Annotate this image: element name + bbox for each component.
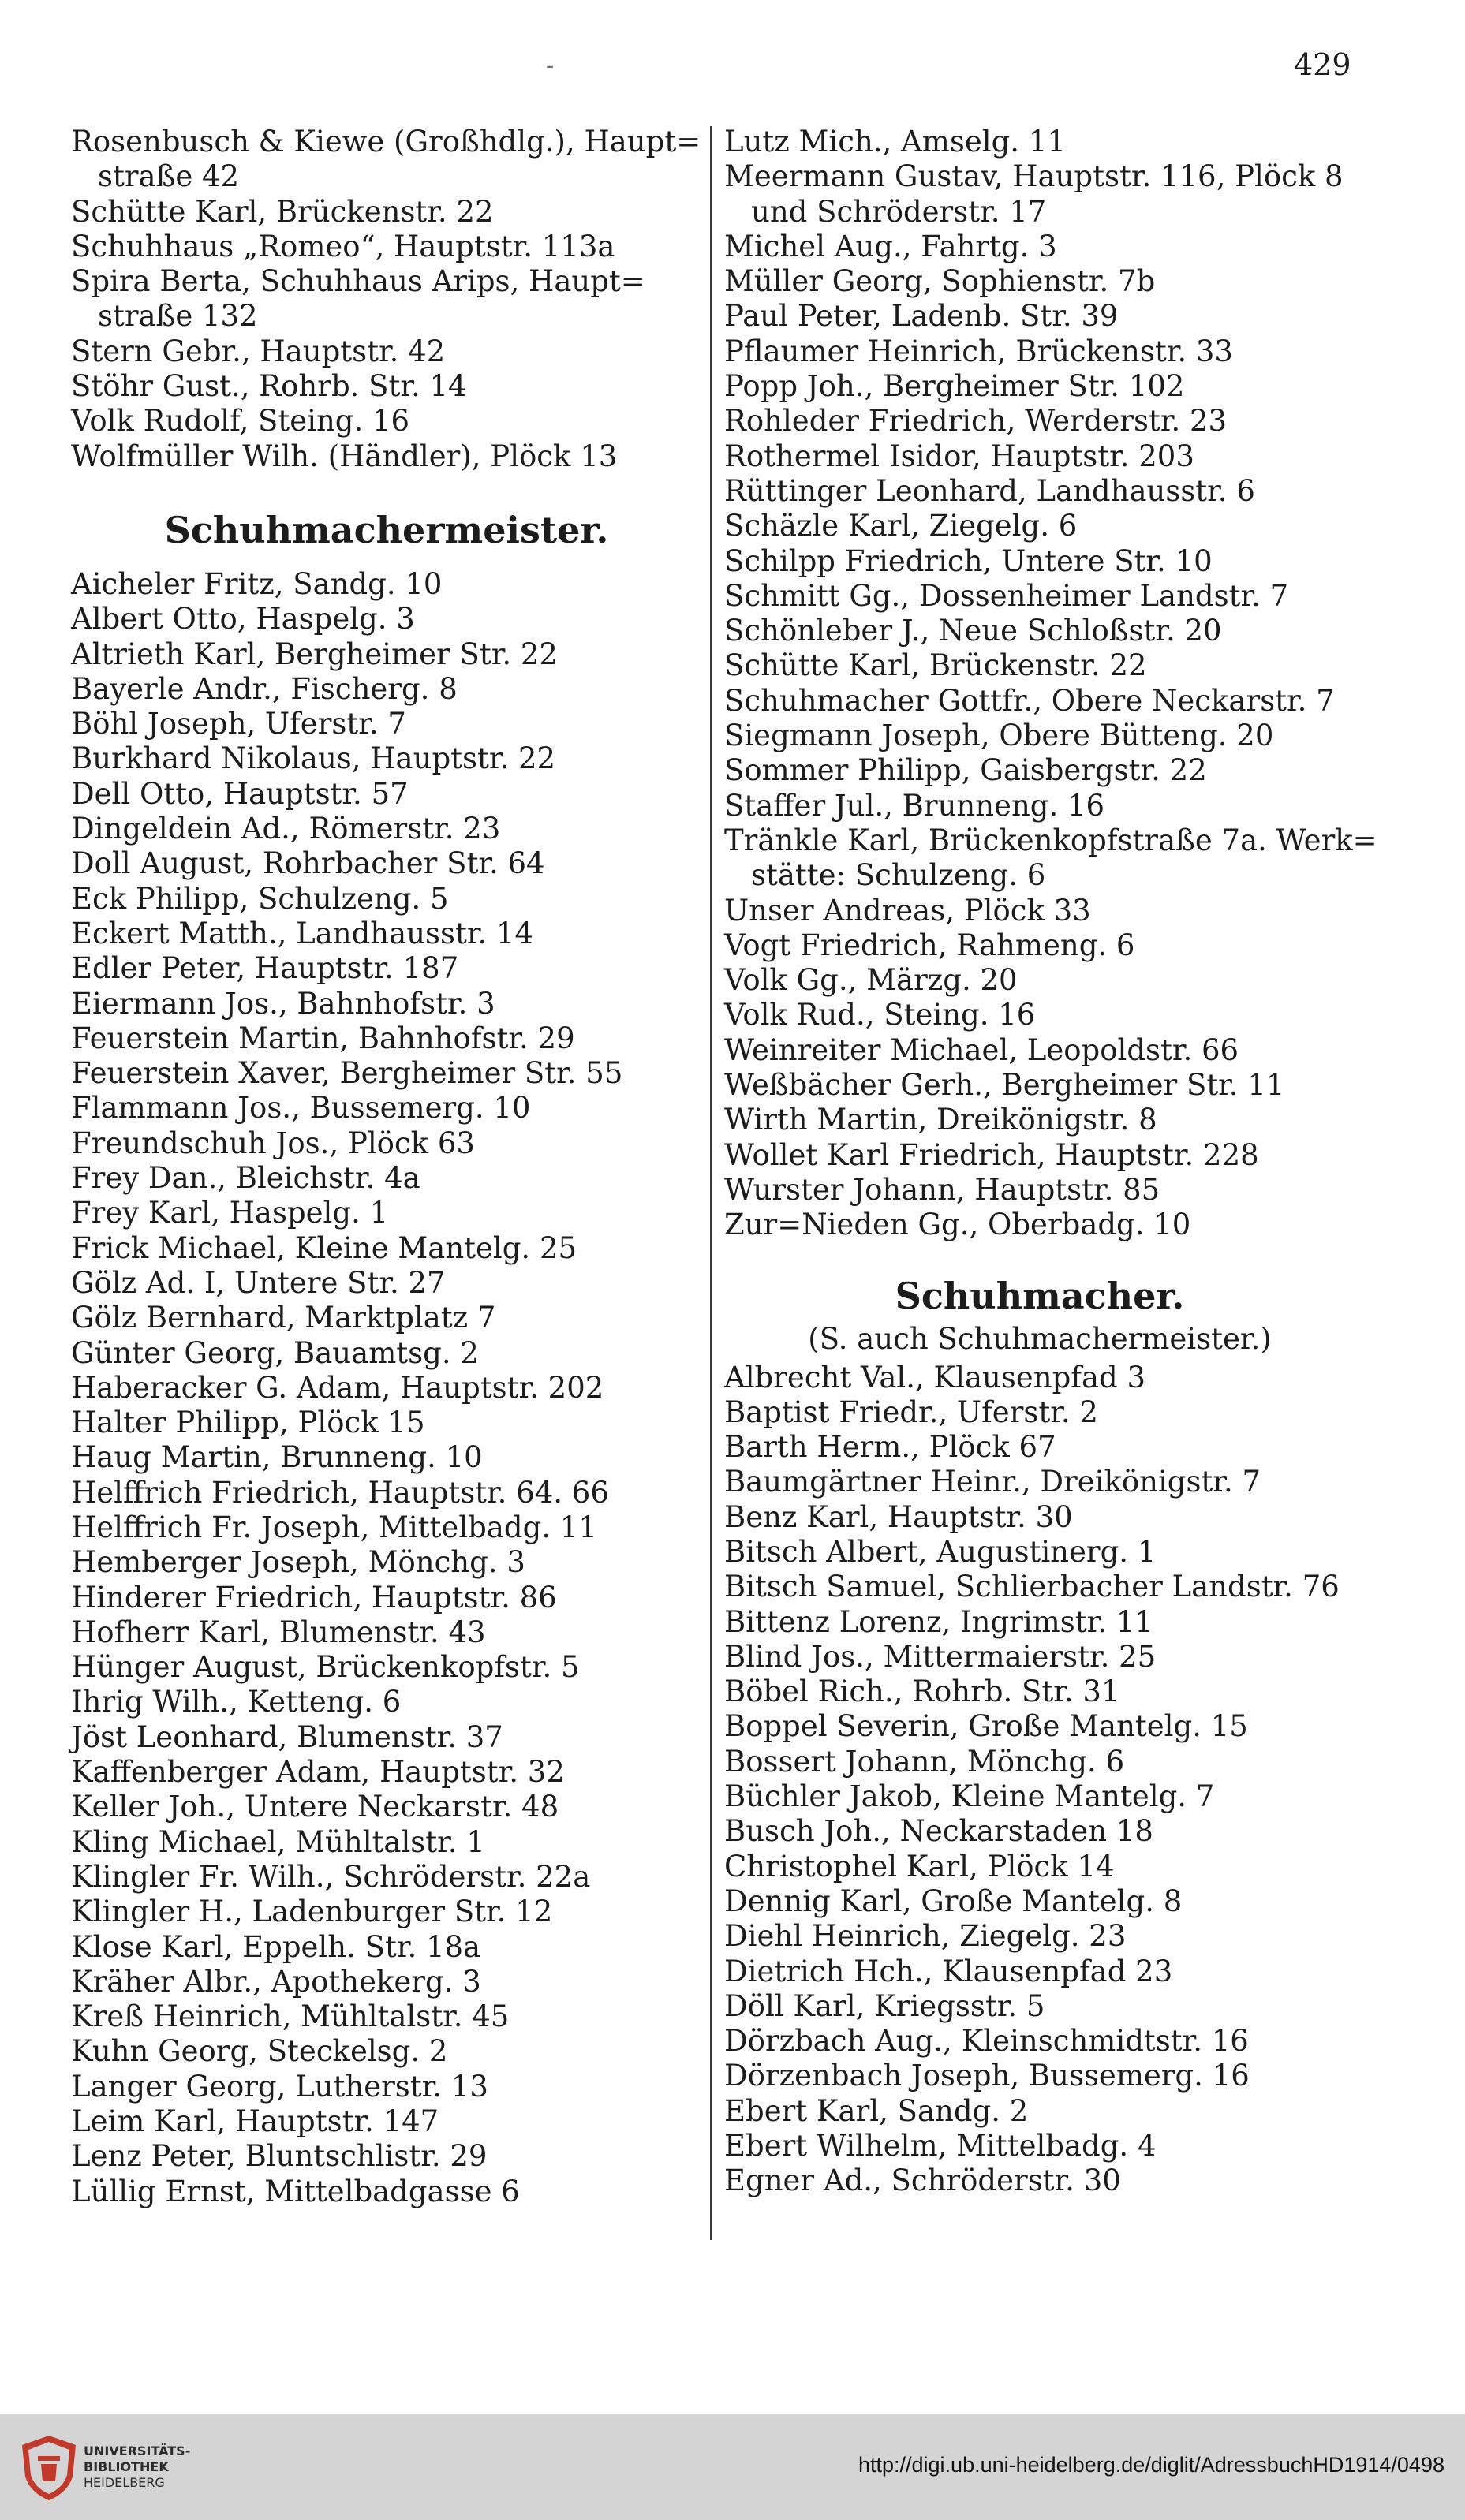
digitization-footer — [0, 2414, 1465, 2520]
list-item: und Schröderstr. 17 — [751, 194, 1047, 229]
list-item: Siegmann Joseph, Obere Bütteng. 20 — [724, 719, 1274, 753]
list-item: Hünger August, Brückenkopfstr. 5 — [71, 1650, 580, 1685]
list-item: Volk Gg., Märzg. 20 — [724, 963, 1018, 998]
list-item: Rüttinger Leonhard, Landhausstr. 6 — [724, 473, 1255, 508]
list-item: Altrieth Karl, Bergheimer Str. 22 — [71, 637, 558, 671]
section-subheading: (S. auch Schuhmachermeister.) — [808, 1321, 1272, 1356]
top-mark: - — [546, 52, 555, 80]
list-item: Schäzle Karl, Ziegelg. 6 — [724, 509, 1078, 543]
list-item: Dell Otto, Hauptstr. 57 — [71, 776, 409, 811]
list-item: Paul Peter, Ladenb. Str. 39 — [724, 299, 1119, 334]
left-column — [71, 125, 702, 2209]
list-item: Bittenz Lorenz, Ingrimstr. 11 — [724, 1604, 1153, 1639]
list-item: Lüllig Ernst, Mittelbadgasse 6 — [71, 2174, 520, 2208]
list-item: Böbel Rich., Rohrb. Str. 31 — [724, 1674, 1120, 1709]
list-item: Freundschuh Jos., Plöck 63 — [71, 1126, 475, 1160]
library-name: UNIVERSITÄTS- BIBLIOTHEK HEIDELBERG — [84, 2443, 191, 2490]
list-item: Albrecht Val., Klausenpfad 3 — [724, 1360, 1146, 1394]
list-item: Eiermann Jos., Bahnhofstr. 3 — [71, 986, 495, 1021]
list-item: Lenz Peter, Bluntschlistr. 29 — [71, 2139, 488, 2174]
list-item: Schönleber J., Neue Schloßstr. 20 — [724, 614, 1222, 648]
list-item: Klingler Fr. Wilh., Schröderstr. 22a — [71, 1859, 591, 1894]
list-item: Gölz Ad. I, Untere Str. 27 — [71, 1265, 446, 1300]
list-item: Wolfmüller Wilh. (Händler), Plöck 13 — [71, 439, 618, 473]
list-item: Kling Michael, Mühltalstr. 1 — [71, 1824, 485, 1859]
list-item: Weinreiter Michael, Leopoldstr. 66 — [724, 1032, 1239, 1067]
list-item: Kreß Heinrich, Mühltalstr. 45 — [71, 1999, 510, 2034]
source-url[interactable]: http://digi.ub.uni-heidelberg.de/diglit/AdressbuchHD1914/0498 — [858, 2453, 1444, 2477]
list-item: Doll August, Rohrbacher Str. 64 — [71, 846, 545, 881]
list-item: Diehl Heinrich, Ziegelg. 23 — [724, 1919, 1127, 1954]
list-item: Popp Joh., Bergheimer Str. 102 — [724, 369, 1185, 404]
list-item: Dennig Karl, Große Mantelg. 8 — [724, 1883, 1183, 1918]
list-item: Burkhard Nikolaus, Hauptstr. 22 — [71, 741, 556, 776]
list-item: Schuhhaus „Romeo“, Hauptstr. 113a — [71, 229, 615, 263]
list-item: Frey Karl, Haspelg. 1 — [71, 1196, 389, 1230]
column-divider — [710, 126, 712, 2240]
list-item: Unser Andreas, Plöck 33 — [724, 893, 1091, 928]
list-item: Rohleder Friedrich, Werderstr. 23 — [724, 404, 1228, 439]
list-item: Busch Joh., Neckarstaden 18 — [724, 1814, 1153, 1849]
list-item: Boppel Severin, Große Mantelg. 15 — [724, 1709, 1248, 1744]
list-item: Kuhn Georg, Steckelsg. 2 — [71, 2034, 448, 2069]
list-item: Eckert Matth., Landhausstr. 14 — [71, 916, 534, 950]
section-heading-schuhmacher: Schuhmacher. — [895, 1274, 1185, 1317]
list-item: Pflaumer Heinrich, Brückenstr. 33 — [724, 334, 1233, 368]
list-item: Baptist Friedr., Uferstr. 2 — [724, 1394, 1098, 1429]
list-item: Günter Georg, Bauamtsg. 2 — [71, 1335, 479, 1370]
list-item: Spira Berta, Schuhhaus Arips, Haupt= — [71, 264, 645, 299]
list-item: Frey Dan., Bleichstr. 4a — [71, 1161, 420, 1196]
list-item: Bayerle Andr., Fischerg. 8 — [71, 671, 458, 706]
list-item: Kräher Albr., Apothekerg. 3 — [71, 1964, 481, 1999]
list-item: Volk Rud., Steing. 16 — [724, 998, 1036, 1032]
list-item: Hemberger Joseph, Mönchg. 3 — [71, 1545, 525, 1580]
list-item: Bitsch Albert, Augustinerg. 1 — [724, 1534, 1157, 1569]
list-item: Schütte Karl, Brückenstr. 22 — [724, 648, 1147, 683]
list-item: Weßbächer Gerh., Bergheimer Str. 11 — [724, 1068, 1285, 1103]
list-item: Dörzbach Aug., Kleinschmidtstr. 16 — [724, 2024, 1249, 2059]
list-item: Frick Michael, Kleine Mantelg. 25 — [71, 1230, 577, 1265]
list-item: Zur=Nieden Gg., Oberbadg. 10 — [724, 1208, 1191, 1242]
list-item: Jöst Leonhard, Blumenstr. 37 — [71, 1719, 503, 1754]
list-item: Feuerstein Xaver, Bergheimer Str. 55 — [71, 1056, 623, 1091]
list-item: Blind Jos., Mittermaierstr. 25 — [724, 1639, 1157, 1674]
list-item: Dietrich Hch., Klausenpfad 23 — [724, 1954, 1173, 1988]
list-item: Schilpp Friedrich, Untere Str. 10 — [724, 543, 1213, 578]
list-item: Eck Philipp, Schulzeng. 5 — [71, 881, 449, 916]
list-item: Stern Gebr., Hauptstr. 42 — [71, 334, 446, 368]
list-item: Vogt Friedrich, Rahmeng. 6 — [724, 928, 1135, 962]
list-item: Stöhr Gust., Rohrb. Str. 14 — [71, 369, 467, 404]
list-item: Kaffenberger Adam, Hauptstr. 32 — [71, 1755, 565, 1790]
list-item: Helffrich Fr. Joseph, Mittelbadg. 11 — [71, 1510, 597, 1544]
list-item: Volk Rudolf, Steing. 16 — [71, 404, 410, 439]
list-item: Haberacker G. Adam, Hauptstr. 202 — [71, 1370, 604, 1405]
list-item: Wurster Johann, Hauptstr. 85 — [724, 1172, 1160, 1207]
list-item: Halter Philipp, Plöck 15 — [71, 1406, 425, 1440]
list-item: Klingler H., Ladenburger Str. 12 — [71, 1895, 553, 1929]
list-item: Feuerstein Martin, Bahnhofstr. 29 — [71, 1021, 575, 1055]
list-item: Michel Aug., Fahrtg. 3 — [724, 229, 1057, 263]
list-item: Lutz Mich., Amselg. 11 — [724, 125, 1066, 159]
list-item: Tränkle Karl, Brückenkopfstraße 7a. Werk= — [724, 823, 1377, 857]
list-item: Meermann Gustav, Hauptstr. 116, Plöck 8 — [724, 159, 1344, 194]
list-item: Edler Peter, Hauptstr. 187 — [71, 951, 459, 986]
list-item: straße 132 — [98, 299, 258, 334]
list-item: Baumgärtner Heinr., Dreikönigstr. 7 — [724, 1465, 1261, 1499]
list-item: Schmitt Gg., Dossenheimer Landstr. 7 — [724, 578, 1289, 613]
list-item: Haug Martin, Brunneng. 10 — [71, 1440, 483, 1475]
list-item: Helffrich Friedrich, Hauptstr. 64. 66 — [71, 1475, 609, 1510]
list-item: Ebert Wilhelm, Mittelbadg. 4 — [724, 2129, 1157, 2163]
list-item: Rosenbusch & Kiewe (Großhdlg.), Haupt= — [71, 125, 701, 159]
list-item: Keller Joh., Untere Neckarstr. 48 — [71, 1790, 559, 1824]
list-item: Rothermel Isidor, Hauptstr. 203 — [724, 439, 1194, 473]
list-item: Schütte Karl, Brückenstr. 22 — [71, 194, 494, 229]
list-item: Sommer Philipp, Gaisbergstr. 22 — [724, 753, 1207, 788]
right-column — [724, 125, 1377, 2199]
list-item: Benz Karl, Hauptstr. 30 — [724, 1499, 1073, 1534]
list-item: Bossert Johann, Mönchg. 6 — [724, 1744, 1125, 1779]
list-item: Bitsch Samuel, Schlierbacher Landstr. 76 — [724, 1570, 1340, 1604]
section-heading-schuhmachermeister: Schuhmachermeister. — [164, 508, 609, 551]
list-item: Christophel Karl, Plöck 14 — [724, 1849, 1115, 1883]
list-item: Gölz Bernhard, Marktplatz 7 — [71, 1301, 496, 1335]
list-item: Ihrig Wilh., Ketteng. 6 — [71, 1685, 402, 1719]
page-number: 429 — [1294, 47, 1351, 82]
list-item: Büchler Jakob, Kleine Mantelg. 7 — [724, 1779, 1215, 1814]
list-item: Böhl Joseph, Uferstr. 7 — [71, 707, 406, 741]
list-item: Flammann Jos., Bussemerg. 10 — [71, 1091, 531, 1126]
list-item: Hinderer Friedrich, Hauptstr. 86 — [71, 1580, 557, 1615]
list-item: Albert Otto, Haspelg. 3 — [71, 602, 415, 637]
list-item: straße 42 — [98, 159, 240, 194]
list-item: Schuhmacher Gottfr., Obere Neckarstr. 7 — [724, 683, 1335, 718]
list-item: Barth Herm., Plöck 67 — [724, 1430, 1056, 1465]
list-item: Dingeldein Ad., Römerstr. 23 — [71, 812, 501, 846]
list-item: Wollet Karl Friedrich, Hauptstr. 228 — [724, 1137, 1259, 1172]
list-item: Langer Georg, Lutherstr. 13 — [71, 2069, 488, 2104]
list-item: Staffer Jul., Brunneng. 16 — [724, 788, 1105, 823]
list-item: Müller Georg, Sophienstr. 7b — [724, 264, 1156, 299]
list-item: Ebert Karl, Sandg. 2 — [724, 2093, 1029, 2128]
list-item: Aicheler Fritz, Sandg. 10 — [71, 566, 443, 601]
list-item: stätte: Schulzeng. 6 — [751, 858, 1046, 893]
list-item: Dörzenbach Joseph, Bussemerg. 16 — [724, 2059, 1250, 2093]
list-item: Wirth Martin, Dreikönigstr. 8 — [724, 1103, 1157, 1137]
list-item: Döll Karl, Kriegsstr. 5 — [724, 1988, 1045, 2023]
list-item: Klose Karl, Eppelh. Str. 18a — [71, 1929, 481, 1964]
university-seal-icon — [17, 2432, 80, 2502]
list-item: Hofherr Karl, Blumenstr. 43 — [71, 1615, 486, 1649]
list-item: Leim Karl, Hauptstr. 147 — [71, 2104, 439, 2139]
list-item: Egner Ad., Schröderstr. 30 — [724, 2163, 1121, 2198]
